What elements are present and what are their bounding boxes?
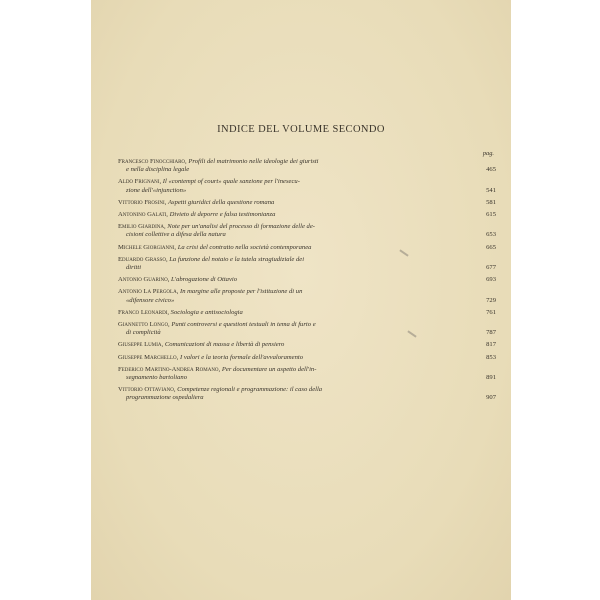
toc-page-number: 761 xyxy=(486,308,496,316)
toc-author: Francesco Finocchiaro, xyxy=(118,158,187,165)
toc-entry-line xyxy=(118,256,476,264)
toc-entry-line xyxy=(118,321,476,329)
toc-entry xyxy=(118,223,498,239)
toc-title: Per documentare un aspetto dell'in- xyxy=(221,365,317,373)
toc-entry xyxy=(118,341,498,349)
table-of-contents xyxy=(118,150,498,407)
toc-author: Emilio Giardina, xyxy=(118,223,166,231)
toc-title-continued: programmazione ospedaliera xyxy=(126,394,204,402)
toc-page-number: 541 xyxy=(486,186,496,194)
toc-title: Aspetti giuridici della questione romana xyxy=(167,198,275,206)
toc-page-number: 729 xyxy=(486,296,496,304)
toc-entry xyxy=(118,309,498,317)
toc-entry-line xyxy=(118,199,476,207)
toc-page-number: 891 xyxy=(486,374,496,382)
toc-title: Profili del matrimonio nelle ideologie dei giuristi xyxy=(188,158,319,165)
page-column-label: pag. xyxy=(482,150,494,157)
toc-page-number: 653 xyxy=(486,231,496,239)
toc-title: Divieto di deporre e falsa testimonianza xyxy=(169,211,276,219)
toc-entry xyxy=(118,386,498,402)
toc-title: La funzione del notaio e la tutela stragiudiziale dei xyxy=(169,255,305,263)
toc-entry-line xyxy=(118,244,476,252)
toc-title: Comunicazioni di massa e libertà di pensiero xyxy=(164,341,285,349)
toc-entries xyxy=(118,158,498,403)
toc-author: Giannetto Longo, xyxy=(118,321,170,329)
toc-entry xyxy=(118,276,498,284)
toc-author: Michele Giorgianni, xyxy=(118,243,177,251)
toc-author: Antonino Galati, xyxy=(118,211,168,219)
toc-author: Vittorio Ottaviano, xyxy=(118,386,176,394)
toc-page-number: 615 xyxy=(486,211,496,219)
toc-entry xyxy=(118,288,498,304)
toc-entry xyxy=(118,256,498,272)
page-title: INDICE DEL VOLUME SECONDO xyxy=(217,124,385,135)
toc-entry-line xyxy=(118,354,476,362)
toc-title: Note per un'analisi del processo di formazione delle de- xyxy=(167,223,315,231)
toc-title: La crisi del contratto nella società contemporanea xyxy=(177,243,312,251)
toc-entry-line xyxy=(118,288,476,296)
toc-entry xyxy=(118,178,498,194)
toc-page-number: 465 xyxy=(486,166,496,174)
toc-page-number: 581 xyxy=(486,198,496,206)
toc-title-continued: cisioni collettive a difesa della natura xyxy=(126,231,226,239)
toc-entry-line xyxy=(118,341,476,349)
toc-page-number: 665 xyxy=(486,243,496,251)
toc-title-continued: segnamento bartoliano xyxy=(126,374,187,382)
toc-page-number: 907 xyxy=(486,394,496,402)
toc-page-number: 677 xyxy=(486,264,496,272)
book-page xyxy=(91,0,511,600)
toc-entry-line xyxy=(118,158,476,166)
toc-title-continued: di complicità xyxy=(126,329,161,337)
toc-entry-line xyxy=(118,211,476,219)
toc-author: Franco Leonardi, xyxy=(118,308,169,316)
toc-title-continued: diritti xyxy=(126,264,142,272)
toc-title: Punti controversi e questioni testuali in tema di furto e xyxy=(171,321,316,329)
toc-author: Antonio La Pergola, xyxy=(118,288,179,296)
toc-title-continued: e nella disciplina legale xyxy=(126,166,190,174)
toc-title-continued: zione dell'«injunction» xyxy=(126,186,187,194)
toc-page-number: 693 xyxy=(486,276,496,284)
toc-author: Giuseppe Lumia, xyxy=(118,341,164,349)
toc-entry xyxy=(118,244,498,252)
toc-title: I valori e la teoria formale dell'avvaloramento xyxy=(179,353,303,361)
toc-entry xyxy=(118,199,498,207)
toc-title: Sociologia e antisociologia xyxy=(170,308,243,316)
toc-title: L'abrogazione di Ottavio xyxy=(171,276,238,284)
toc-page-number: 787 xyxy=(486,329,496,337)
toc-author: Aldo Frignani, xyxy=(118,178,162,186)
toc-title: In margine alle proposte per l'istituzione di un xyxy=(180,288,303,296)
toc-author: Giuseppe Marchello, xyxy=(118,353,179,361)
toc-author: Vittorio Frosini, xyxy=(118,198,167,206)
toc-entry xyxy=(118,321,498,337)
toc-entry-line xyxy=(118,366,476,374)
toc-author: Federico Martino-Andrea Romano, xyxy=(118,365,221,373)
toc-title-continued: «difensore civico» xyxy=(126,296,175,304)
toc-entry xyxy=(118,366,498,382)
toc-entry xyxy=(118,158,498,174)
toc-entry-line xyxy=(118,276,476,284)
toc-title: Il «contempt of court» quale sanzione per l'inesecu- xyxy=(162,178,300,186)
toc-author: Eduardo Grasso, xyxy=(118,255,168,263)
toc-entry-line xyxy=(118,223,476,231)
toc-author: Antonio Guarino, xyxy=(118,276,170,284)
toc-entry-line xyxy=(118,386,476,394)
toc-entry-line xyxy=(118,309,476,317)
toc-page-number: 817 xyxy=(486,341,496,349)
toc-entry-line xyxy=(118,178,476,186)
toc-entry xyxy=(118,211,498,219)
toc-page-number: 853 xyxy=(486,353,496,361)
toc-title: Competenze regionali e programmazione: il caso della xyxy=(177,386,323,394)
toc-entry xyxy=(118,354,498,362)
